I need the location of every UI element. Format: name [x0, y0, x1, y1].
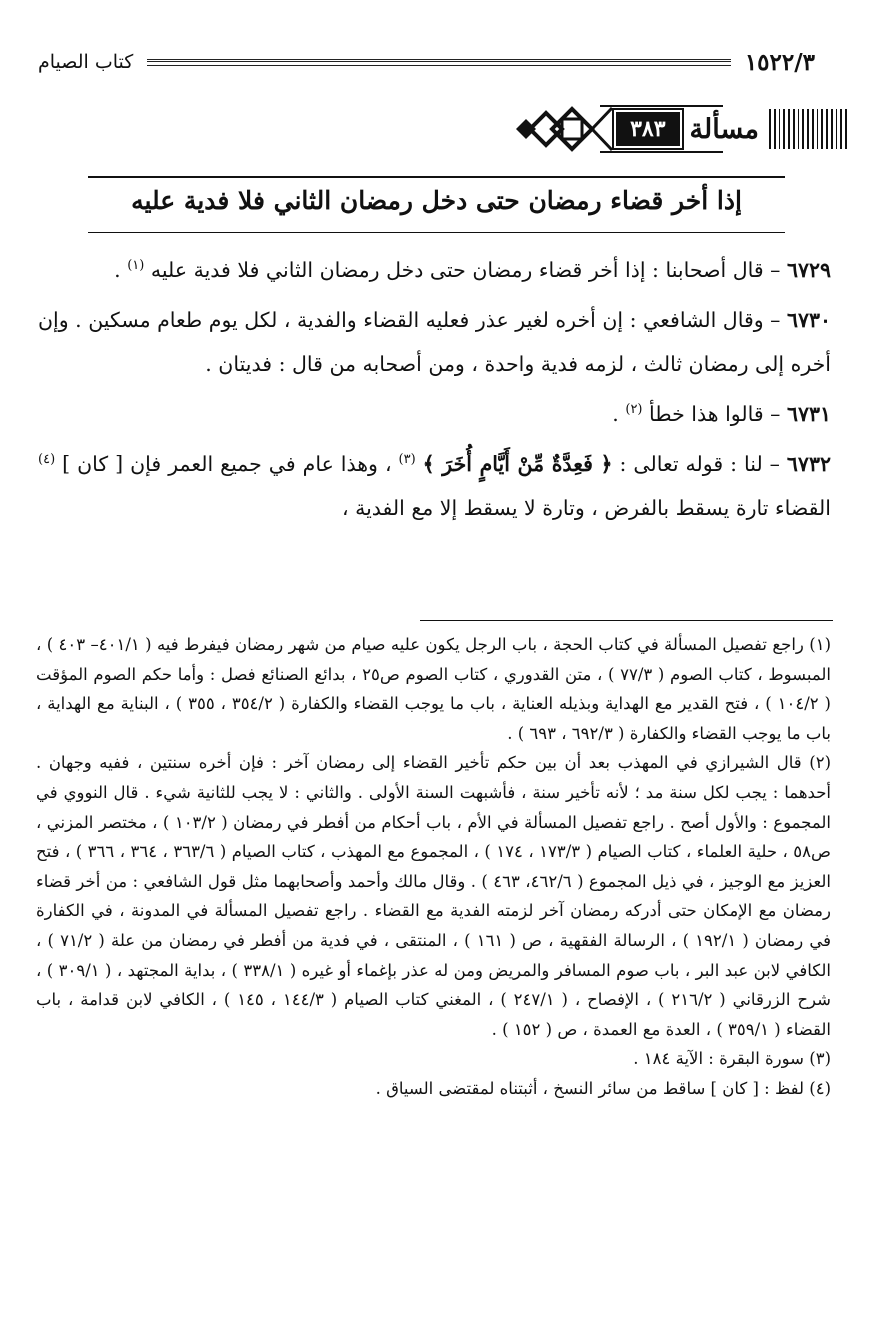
title-bottom-rule [88, 232, 785, 233]
footnote-4: (٤) لفظ : [ كان ] ساقط من سائر النسخ ، أثبتناه لمقتضى السياق . [375, 1078, 831, 1098]
footnote-ref[interactable]: (٢) [625, 402, 643, 418]
paragraph-text-middle: ، وهذا عام في جميع العمر فإن [ كان ] [55, 452, 392, 476]
paragraph-number: ٦٧٣٠ [786, 308, 831, 332]
masala-number: ٣٨٣ [616, 112, 679, 146]
footnote-ref[interactable]: (٣) [398, 452, 416, 468]
title-top-rule [88, 176, 785, 178]
paragraph-6732 [38, 442, 831, 530]
footnote-2: (٢) قال الشيرازي في المهذب بعد أن بين حكم تأخير القضاء إلى رمضان آخر : فإن أخره سنتين ، ففيه وجهان . أحدهما : يجب لكل سنة مد ؛ لأنه تأخير سنة ، فأشبهت السنة الأولى . والثاني : لا يجب للثانية شيء . قال النووي في المجموع : والأول أصح . راجع تفصيل المسألة في الأم ، باب أحكام من أفطر في رمضان ( ١٠٣/٢ ) ، مختصر المزني ، ص٥٨ ، حلية العلماء ، كتاب الصيام ( ١٧٣/٣ ، ١٧٤ ) ، المجموع مع المهذب ، كتاب الصيام ( ٣٦٣/٦ ، ٣٦٤ ، ٣٦٦ ) ، فتح العزيز مع الوجيز ، في ذيل المجموع ( ٤٦٢/٦، ٤٦٣ ) . وقال مالك وأحمد وأصحابهما مثل قول الشافعي : من أخر قضاء رمضان مع الإمكان حتى أدركه رمضان آخر لزمته الفدية مع القضاء . راجع تفصيل المسألة في المدونة ، في الكفارة في رمضان ( ١٩٢/١ ) ، الرسالة الفقهية ، ص ( ١٦١ ) ، المنتقى ، في فدية من أفطر في رمضان من علة ( ٧١/٢ ) ، الكافي لابن عبد البر ، باب صوم المسافر والمريض ومن له عذر بإغماء أو غيره ( ٣٣٨/١ ) ، بداية المجتهد ، ( ٣٠٩/١ ) ، شرح الزرقاني ( ٢١٦/٢ ) ، الإفصاح ، ( ٢٤٧/١ ) ، المغني كتاب الصيام ( ١٤٤/٣ ، ١٤٥ ) ، الكافي لابن قدامة ، باب القضاء ( ٣٥٩/١ ) ، العدة مع العمدة ، ص ( ١٥٢ ) . [36, 753, 831, 1039]
paragraph-text-end: القضاء تارة يسقط بالفرض ، وتارة لا يسقط إلا مع الفدية ، [341, 496, 831, 520]
interlace-ornament-icon [512, 100, 612, 158]
paragraph-6730 [38, 298, 831, 386]
paragraph-text: – قالوا هذا خطأ [649, 402, 781, 426]
footnote-3: (٣) سورة البقرة : الآية ١٨٤ . [633, 1049, 831, 1069]
paragraph-number: ٦٧٢٩ [786, 258, 831, 282]
paragraph-6731 [38, 392, 831, 436]
paragraph-text: – لنا : قوله تعالى : [612, 452, 780, 476]
barcode-ornament-icon [769, 109, 847, 149]
footnote-ref[interactable]: (٤) [38, 452, 56, 468]
header-rule [147, 59, 731, 66]
paragraph-number: ٦٧٣١ [786, 402, 831, 426]
masala-label: مسألة [689, 113, 759, 145]
running-header [38, 46, 815, 78]
footnote-ref[interactable]: (١) [127, 258, 145, 274]
book-title: كتاب الصيام [38, 51, 134, 73]
paragraph-text: – قال أصحابنا : إذا أخر قضاء رمضان حتى دخل رمضان الثاني فلا فدية عليه [150, 258, 781, 282]
paragraph-6729 [38, 248, 831, 292]
paragraph-end: . [114, 258, 121, 282]
quran-verse: ﴿ فَعِدَّةٌ مِّنْ أَيَّامٍ أُخَرَ ﴾ [422, 452, 613, 476]
footnote-1: (١) راجع تفصيل المسألة في كتاب الحجة ، باب الرجل يكون عليه صيام من شهر رمضان فيفرط فيه ( ٤٠١/١– ٤٠٣ ) ، المبسوط ، كتاب الصوم ( ٧٧/٣ ) ، متن القدوري ، كتاب الصوم ص٢٥ ، بدائع الصنائع فصل : وأما حكم الصوم المؤقت ( ١٠٤/٢ ) ، فتح القدير مع الهداية وبذيله العناية ، باب ما يوجب القضاء والكفارة ( ٣٥٤/٢ ، ٣٥٥ ) ، البناية مع الهداية ، باب ما يوجب القضاء والكفارة ( ٦٩٢/٣ ، ٦٩٣ ) . [36, 635, 831, 743]
masala-title: إذا أخر قضاء رمضان حتى دخل رمضان الثاني فلا فدية عليه [131, 186, 742, 215]
page-number: ١٥٢٢/٣ [744, 48, 815, 76]
footnote-separator [420, 620, 833, 621]
paragraph-text: – وقال الشافعي : إن أخره لغير عذر فعليه القضاء والفدية ، لكل يوم طعام مسكين . وإن أخره إلى رمضان ثالث ، لزمه فدية واحدة ، ومن أصحابه من قال : فديتان . [38, 308, 831, 376]
footnotes [36, 630, 831, 1104]
main-text [38, 248, 831, 536]
paragraph-end: . [612, 402, 619, 426]
paragraph-number: ٦٧٣٢ [786, 452, 831, 476]
